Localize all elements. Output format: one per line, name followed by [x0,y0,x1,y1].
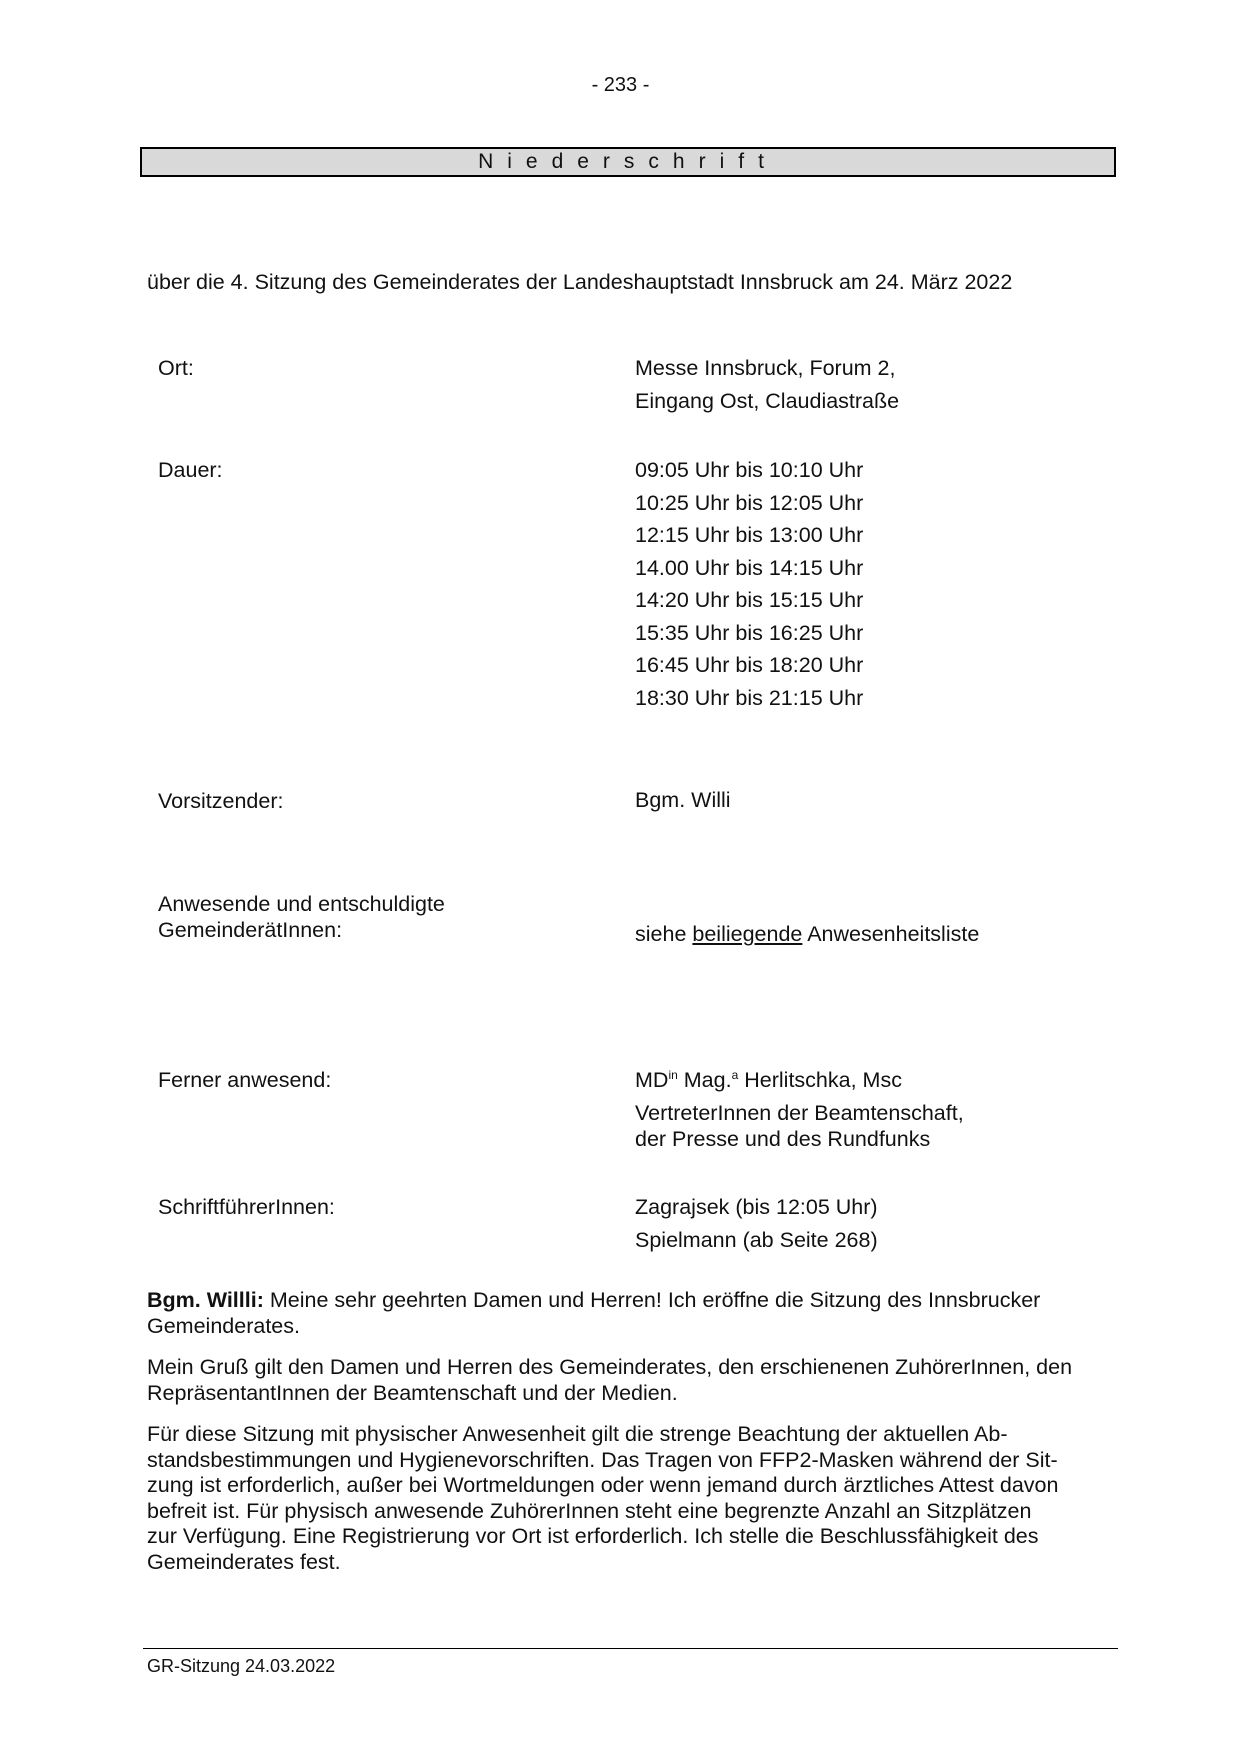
dauer-label: Dauer: [158,458,223,482]
speaker-name: Bgm. Willli: [147,1288,264,1312]
ort-line: Messe Innsbruck, Forum 2, [635,356,896,380]
anwesende-label-line: GemeinderätInnen: [158,918,343,942]
ferner-line-2: VertreterInnen der Beamtenschaft, [635,1100,964,1125]
page-number: - 233 - [591,74,650,96]
dauer-line: 14:20 Uhr bis 15:15 Uhr [635,588,864,612]
speech-line: zur Verfügung. Eine Registrierung vor Ort ist erforderlich. Ich stelle die Beschlussfähigkeit des [147,1524,1039,1548]
vorsitzender-value: Bgm. Willi [635,788,731,812]
dauer-line: 10:25 Uhr bis 12:05 Uhr [635,490,864,515]
dauer-line: 12:15 Uhr bis 13:00 Uhr [635,523,864,547]
speech-paragraph-3 [147,1422,1119,1575]
intro-text: über die 4. Sitzung des Gemeinderates der Landeshauptstadt Innsbruck am 24. März 2022 [147,270,1013,294]
document-title: Niederschrift [140,147,1116,177]
dauer-line: 16:45 Uhr bis 18:20 Uhr [635,653,864,677]
speech-line: Gemeinderates fest. [147,1549,341,1574]
dauer-line: 14.00 Uhr bis 14:15 Uhr [635,555,864,580]
ferner-label: Ferner anwesend: [158,1068,332,1092]
anwesende-post: Anwesenheitsliste [807,922,980,946]
vorsitzender-label: Vorsitzender: [158,789,284,813]
anwesende-pre: siehe [635,922,687,946]
speech-line: standsbestimmungen und Hygienevorschriften. Das Tragen von FFP2-Masken während der Sit- [147,1447,1058,1472]
dauer-line: 18:30 Uhr bis 21:15 Uhr [635,685,864,710]
dauer-line: 15:35 Uhr bis 16:25 Uhr [635,620,864,645]
footer-divider [143,1648,1118,1649]
anwesende-value [635,922,979,947]
anwesende-label-line: Anwesende und entschuldigte [158,892,445,916]
schriftfuehrer-line: Spielmann (ab Seite 268) [635,1227,878,1252]
ort-label: Ort: [158,356,194,380]
schriftfuehrer-value [635,1194,878,1259]
speech-line: zung ist erforderlich, außer bei Wortmeldungen oder wenn jemand durch ärztliches Attest davon [147,1473,1059,1497]
ferner-value [635,1067,964,1152]
anwesende-underlined: beiliegende [692,922,803,946]
schriftfuehrer-label: SchriftführerInnen: [158,1195,335,1219]
ferner-line-3: der Presse und des Rundfunks [635,1126,931,1151]
schriftfuehrer-line: Zagrajsek (bis 12:05 Uhr) [635,1195,878,1219]
ort-line: Eingang Ost, Claudiastraße [635,388,900,413]
speech-line: befreit ist. Für physisch anwesende ZuhörerInnen steht eine begrenzte Anzahl an Sitzplätzen [147,1498,1032,1523]
anwesende-label [158,891,445,943]
dauer-value [635,457,863,717]
ferner-line-1: $MD^{in}$ Mag.$^a$ Herlitschka, Msc [635,1067,902,1092]
speech-paragraph-2: Mein Gruß gilt den Damen und Herren des Gemeinderates, den erschienenen ZuhörerInnen, den RepräsentantInnen der Beamtenschaft und der Medien. [147,1355,1073,1405]
speech-paragraph-1: Bgm. Willli: Meine sehr geehrten Damen und Herren! Ich eröffne die Sitzung des Innsbrucker Gemeinderates. [147,1288,1041,1338]
speech-line: Für diese Sitzung mit physischer Anwesenheit gilt die strenge Beachtung der aktuellen Ab- [147,1422,1008,1446]
dauer-line: 09:05 Uhr bis 10:10 Uhr [635,458,864,482]
ort-value [635,355,899,420]
footer-text: GR-Sitzung 24.03.2022 [147,1656,336,1676]
